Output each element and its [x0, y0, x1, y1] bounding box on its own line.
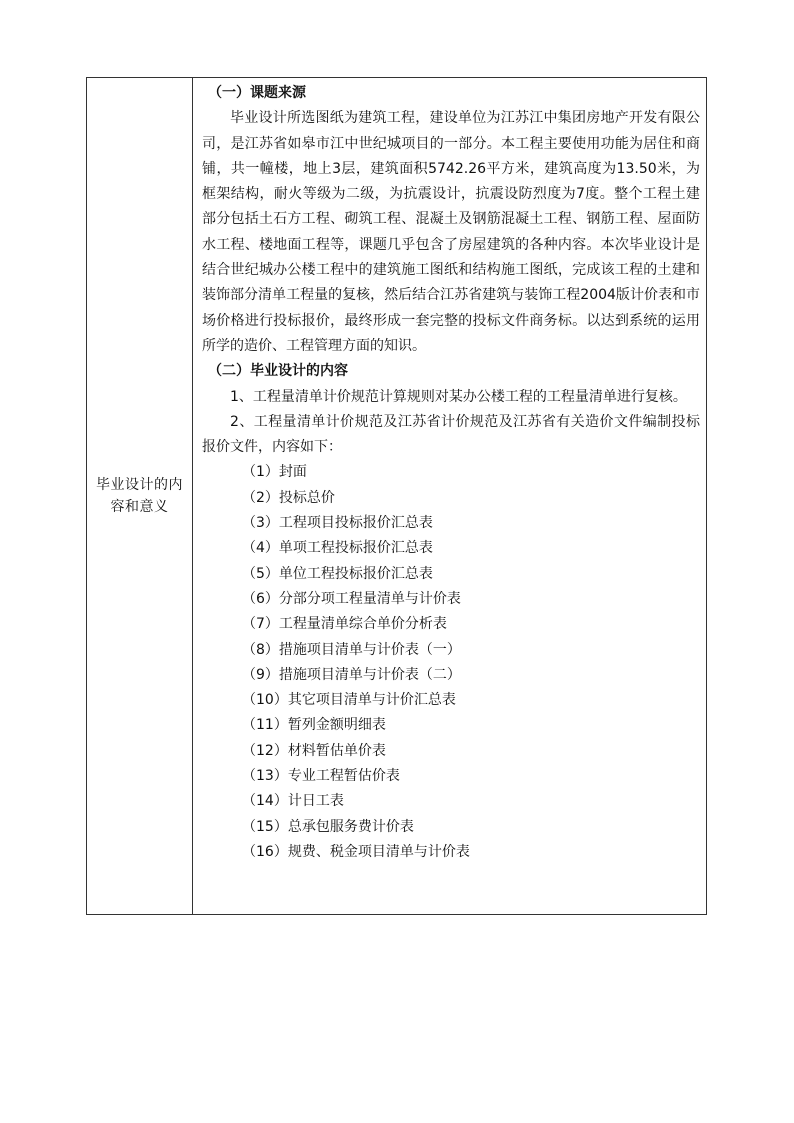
part1-paragraph: 毕业设计所选图纸为建筑工程，建设单位为江苏江中集团房地产开发有限公司，是江苏省如皋市江中世纪城项目的一部分。本工程主要使用功能为居住和商铺，共一幢楼，地上3层，建筑面积5742.26平方米，建筑高度为13.50米，为框架结构，耐火等级为二级，为抗震设计，抗震设防烈度为7度。整个工程土建部分包括土石方工程、砌筑工程、混凝土及钢筋混凝土工程、钢筋工程、屋面防水工程、楼地面工程等，课题几乎包含了房屋建筑的各种内容。本次毕业设计是结合世纪城办公楼工程中的建筑施工图纸和结构施工图纸，完成该工程的土建和装饰部分清单工程量的复核，然后结合江苏省建筑与装饰工程2004版计价表和市场价格进行投标报价，最终形成一套完整的投标文件商务标。以达到系统的运用所学的造价、工程管理方面的知识。: [202, 110, 700, 354]
list-item: （8）措施项目清单与计价表（一）: [242, 641, 461, 658]
part2-item-1: 1、工程量清单计价规范计算规则对某办公楼工程的工程量清单进行复核。: [230, 388, 687, 405]
list-item: （4）单项工程投标报价汇总表: [242, 540, 433, 557]
list-item: （16）规费、税金项目清单与计价表: [242, 843, 470, 860]
list-item: （6）分部分项工程量清单与计价表: [242, 590, 461, 607]
list-item: （13）专业工程暂估价表: [242, 768, 400, 785]
list-item: （15）总承包服务费计价表: [242, 818, 414, 835]
document-table: [86, 77, 707, 915]
list-item: （11）暂列金额明细表: [242, 717, 386, 734]
part1-heading: （一）课题来源: [208, 85, 306, 101]
list-item: （7）工程量清单综合单价分析表: [242, 616, 447, 633]
list-item: （2）投标总价: [242, 489, 335, 506]
section-label-cell: [87, 78, 193, 914]
content-cell: [193, 78, 706, 914]
list-item: （5）单位工程投标报价汇总表: [242, 565, 433, 582]
list-item: （14）计日工表: [242, 793, 344, 810]
list-item: （3）工程项目投标报价汇总表: [242, 515, 433, 532]
part2-heading: （二）毕业设计的内容: [208, 363, 348, 380]
part2-item-2: 2、工程量清单计价规范及江苏省计价规范及江苏省有关造价文件编制投标报价文件，内容如下：: [202, 413, 700, 456]
section-label: 毕业设计的内容和意义: [96, 477, 183, 515]
list-item: （10）其它项目清单与计价汇总表: [242, 692, 456, 709]
list-item: （12）材料暂估单价表: [242, 742, 386, 759]
list-item: （9）措施项目清单与计价表（二）: [242, 666, 461, 683]
list-item: （1）封面: [242, 464, 307, 481]
deliverables-list: [202, 460, 700, 865]
